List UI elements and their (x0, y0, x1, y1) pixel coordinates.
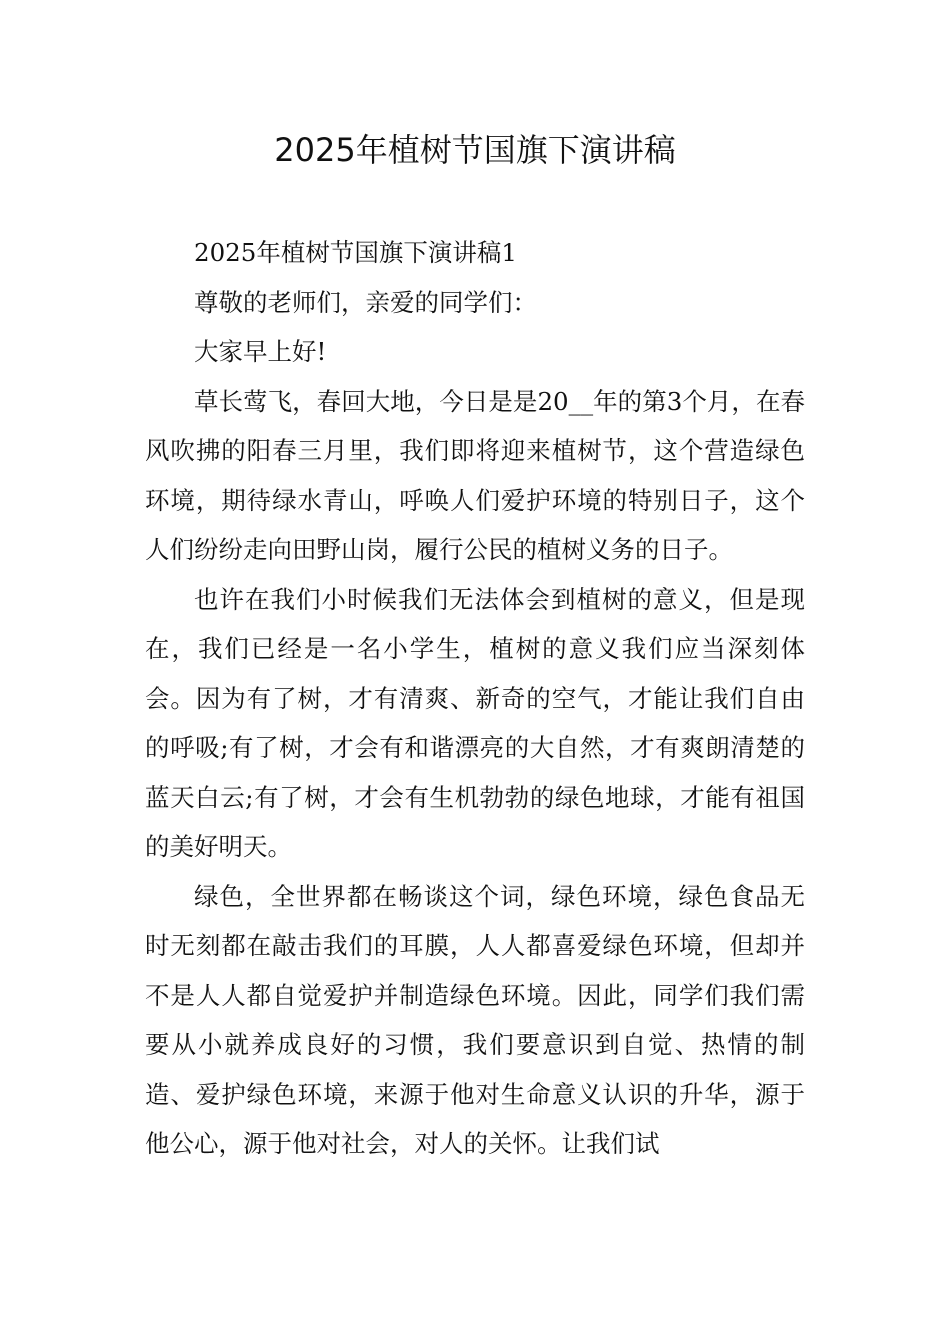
document-title: 2025年植树节国旗下演讲稿 (274, 131, 676, 169)
body-paragraph: 草长莺飞，春回大地，今日是是20__年的第3个月，在春风吹拂的阳春三月里，我们即将迎来植树节，这个营造绿色环境，期待绿水青山，呼唤人们爱护环境的特别日子，这个人们纷纷走向田野山岗，履行公民的植树义务的日子。 (145, 386, 805, 564)
greeting: 大家早上好! (194, 337, 327, 366)
salutation: 尊敬的老师们，亲爱的同学们： (194, 287, 537, 317)
document-body (145, 228, 805, 1169)
body-paragraph: 绿色，全世界都在畅谈这个词，绿色环境，绿色食品无时无刻都在敲击我们的耳膜，人人都喜爱绿色环境，但却并不是人人都自觉爱护并制造绿色环境。因此，同学们我们需要从小就养成良好的习惯，我们要意识到自觉、热情的制造、爱护绿色环境，来源于他对生命意义认识的升华，源于他公心，源于他对社会，对人的关怀。让我们试 (145, 881, 805, 1158)
section-heading: 2025年植树节国旗下演讲稿1 (194, 238, 517, 267)
body-paragraph: 也许在我们小时候我们无法体会到植树的意义，但是现在，我们已经是一名小学生，植树的意义我们应当深刻体会。因为有了树，才有清爽、新奇的空气，才能让我们自由的呼吸;有了树，才会有和谐漂亮的大自然，才有爽朗清楚的蓝天白云;有了树，才会有生机勃勃的绿色地球，才能有祖国的美好明天。 (145, 584, 805, 861)
